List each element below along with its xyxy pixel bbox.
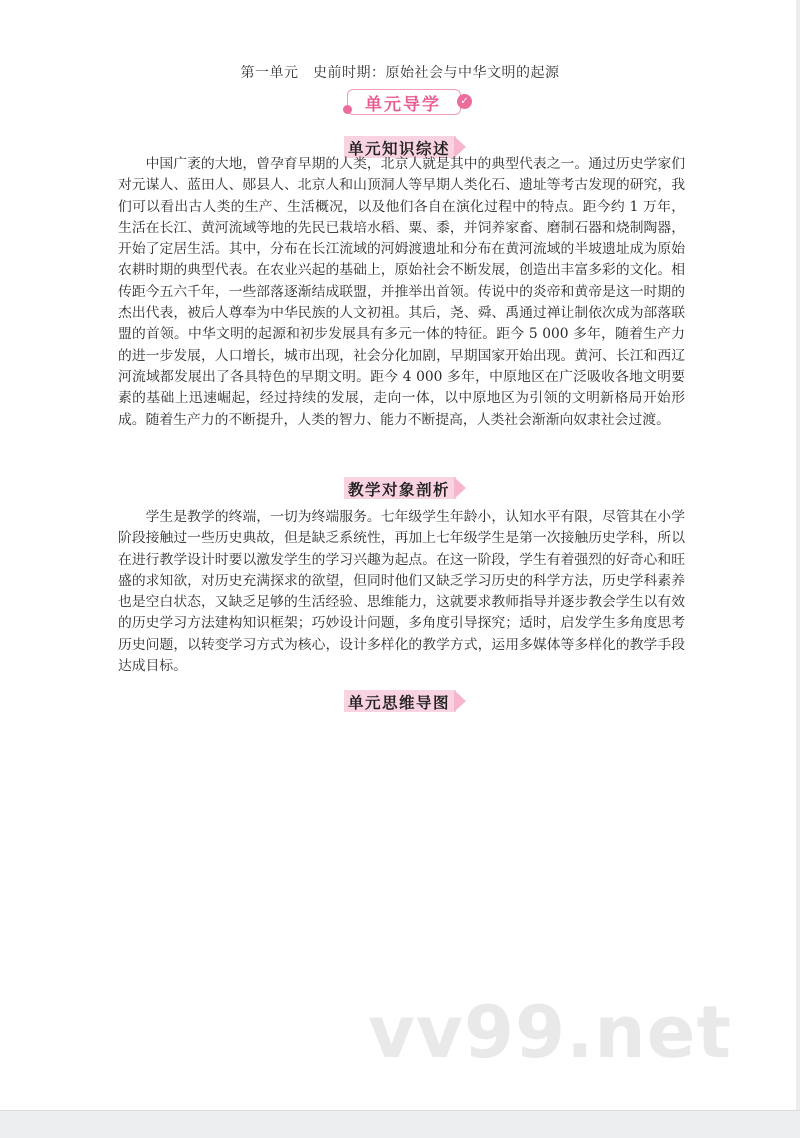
- badge-dot: [343, 105, 352, 114]
- chevron-right-icon: [454, 477, 466, 499]
- chevron-right-icon: [454, 690, 466, 712]
- badge-label: 单元导学: [365, 95, 441, 115]
- watermark: vv99.net: [368, 990, 732, 1074]
- unit-guide-badge: [343, 89, 473, 115]
- check-circle-icon: ✓: [457, 94, 472, 109]
- section-body-overview: 中国广袤的大地，曾孕育早期的人类，北京人就是其中的典型代表之一。通过历史学家们对元谋人、蓝田人、郧县人、北京人和山顶洞人等早期人类化石、遗址等考古发现的研究，我们可以看出古人类的生产、生活概况，以及他们各自在演化过程中的特点。距今约 1 万年，生活在长江、黄河流域等地的先民已栽培水稻、粟、黍，并饲养家畜、磨制石器和烧制陶器，开始了定居生活。其中，分布在长江流域的河姆渡遗址和分布在黄河流域的半坡遗址成为原始农耕时期的典型代表。在农业兴起的基础上，原始社会不断发展，创造出丰富多彩的文化。相传距今五六千年，一些部落逐渐结成联盟，并推举出首领。传说中的炎帝和黄帝是这一时期的杰出代表，被后人尊奉为中华民族的人文初祖。其后，尧、舜、禹通过禅让制依次成为部落联盟的首领。中华文明的起源和初步发展具有多元一体的特征。距今 5 000 多年，随着生产力的进一步发展，人口增长，城市出现，社会分化加剧，早期国家开始出现。黄河、长江和西辽河流域都发展出了各具特色的早期文明。距今 4 000 多年，中原地区在广泛吸收各地文明要素的基础上迅速崛起，经过持续的发展，走向一体，以中原地区为引领的文明新格局开始形成。随着生产力的不断提升，人类的智力、能力不断提高，人类社会渐渐向奴隶社会过渡。: [118, 156, 685, 428]
- section-body-students: 学生是教学的终端，一切为终端服务。七年级学生年龄小，认知水平有限，尽管其在小学阶段接触过一些历史典故，但是缺乏系统性，再加上七年级学生是第一次接触历史学科，所以在进行教学设计时要以激发学生的学习兴趣为起点。在这一阶段，学生有着强烈的好奇心和旺盛的求知欲，对历史充满探求的欲望，但同时他们又缺乏学习历史的科学方法，历史学科素养也是空白状态，又缺乏足够的生活经验、思维能力，这就要求教师指导并逐步教会学生以有效的历史学习方法建构知识框架；巧妙设计问题，多角度引导探究；适时，启发学生多角度思考历史问题，以转变学习方式为核心，设计多样化的教学方式，运用多媒体等多样化的教学手段达成目标。: [118, 509, 685, 675]
- page-edge: [796, 0, 800, 1110]
- section-title: 单元知识综述: [348, 140, 451, 158]
- section-heading-students: [344, 477, 470, 499]
- section-title: 单元思维导图: [348, 694, 451, 712]
- page-header: 第一单元 史前时期：原始社会与中华文明的起源: [240, 65, 560, 81]
- section-title: 教学对象剖析: [348, 481, 451, 499]
- bottom-scroll-bar[interactable]: [0, 1110, 800, 1138]
- section-heading-mindmap: [344, 690, 470, 712]
